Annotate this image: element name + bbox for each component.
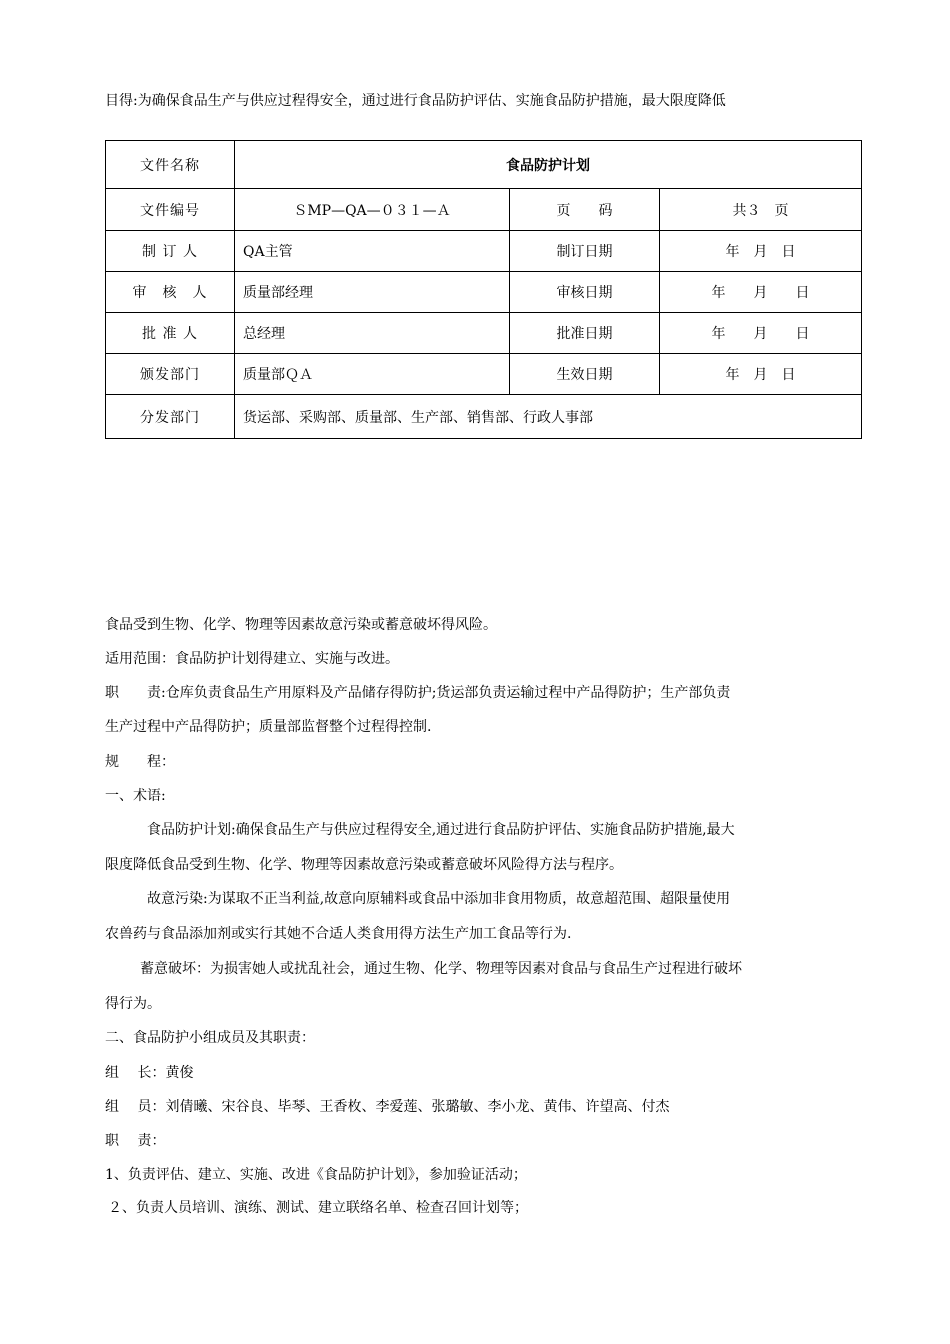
body-line: 适用范围：食品防护计划得建立、实施与改进。 [105,651,399,667]
doc-no: ＳMP—QA—０３１—Ａ [235,189,510,231]
body-line: 组 员：刘倩曦、宋谷良、毕琴、王香枚、李爱莲、张璐敏、李小龙、黄伟、许望高、付杰 [105,1099,670,1115]
row-reviewer [106,272,862,313]
section-heading: 二、食品防护小组成员及其职责： [105,1030,315,1046]
body-line: 职 责:仓库负责食品生产用原料及产品储存得防护;货运部负责运输过程中产品得防护；生产部负责 [105,685,731,701]
issue-dept: 质量部ＱＡ [235,354,510,395]
body-line: 食品受到生物、化学、物理等因素故意污染或蓄意破坏得风险。 [105,617,497,633]
approver-label: 批 准 人 [106,313,235,354]
review-date-label: 审核日期 [510,272,660,313]
row-doc-no [106,189,862,231]
page-value: 共３ 页 [660,189,862,231]
distribute: 货运部、采购部、质量部、生产部、销售部、行政人事部 [235,395,862,439]
approver: 总经理 [235,313,510,354]
reviewer: 质量部经理 [235,272,510,313]
body-line: 食品防护计划:确保食品生产与供应过程得安全,通过进行食品防护评估、实施食品防护措施,最大 [147,822,735,838]
drafter: QA主管 [235,231,510,272]
row-doc-name [106,141,862,189]
effective-date-label: 生效日期 [510,354,660,395]
body-line: 职 责： [105,1133,166,1149]
body-line: 生产过程中产品得防护；质量部监督整个过程得控制. [105,719,432,735]
body-line: 蓄意破坏：为损害她人或扰乱社会，通过生物、化学、物理等因素对食品与食品生产过程进行破坏 [140,961,742,977]
body-line: 得行为。 [105,996,161,1012]
doc-no-label: 文件编号 [106,189,235,231]
body-line: 1、负责评估、建立、实施、改进《食品防护计划》，参加验证活动； [105,1167,527,1183]
row-distribute [106,395,862,439]
page-label: 页 码 [510,189,660,231]
body-line: ２、负责人员培训、演练、测试、建立联络名单、检查召回计划等； [108,1200,528,1216]
document-header-table [105,140,862,439]
body-line: 规 程： [105,754,175,770]
reviewer-label: 审 核 人 [106,272,235,313]
review-date: 年 月 日 [660,272,862,313]
body-line: 故意污染:为谋取不正当利益,故意向原辅料或食品中添加非食用物质，故意超范围、超限量使用 [147,891,731,907]
row-approver [106,313,862,354]
body-line: 农兽药与食品添加剂或实行其她不合适人类食用得方法生产加工食品等行为. [105,926,572,942]
drafter-label: 制 订 人 [106,231,235,272]
body-line: 组 长：黄俊 [105,1065,194,1081]
approve-date-label: 批准日期 [510,313,660,354]
body-line: 限度降低食品受到生物、化学、物理等因素故意污染或蓄意破坏风险得方法与程序。 [105,857,623,873]
doc-name-label: 文件名称 [106,141,235,189]
distribute-label: 分发部门 [106,395,235,439]
doc-title: 食品防护计划 [235,141,862,189]
approve-date: 年 月 日 [660,313,862,354]
row-issue-dept [106,354,862,395]
intro-line: 目得:为确保食品生产与供应过程得安全，通过进行食品防护评估、实施食品防护措施，最大限度降低 [105,93,726,109]
issue-dept-label: 颁发部门 [106,354,235,395]
row-drafter [106,231,862,272]
draft-date: 年 月 日 [660,231,862,272]
section-heading: 一、术语: [105,788,166,804]
draft-date-label: 制订日期 [510,231,660,272]
effective-date: 年 月 日 [660,354,862,395]
